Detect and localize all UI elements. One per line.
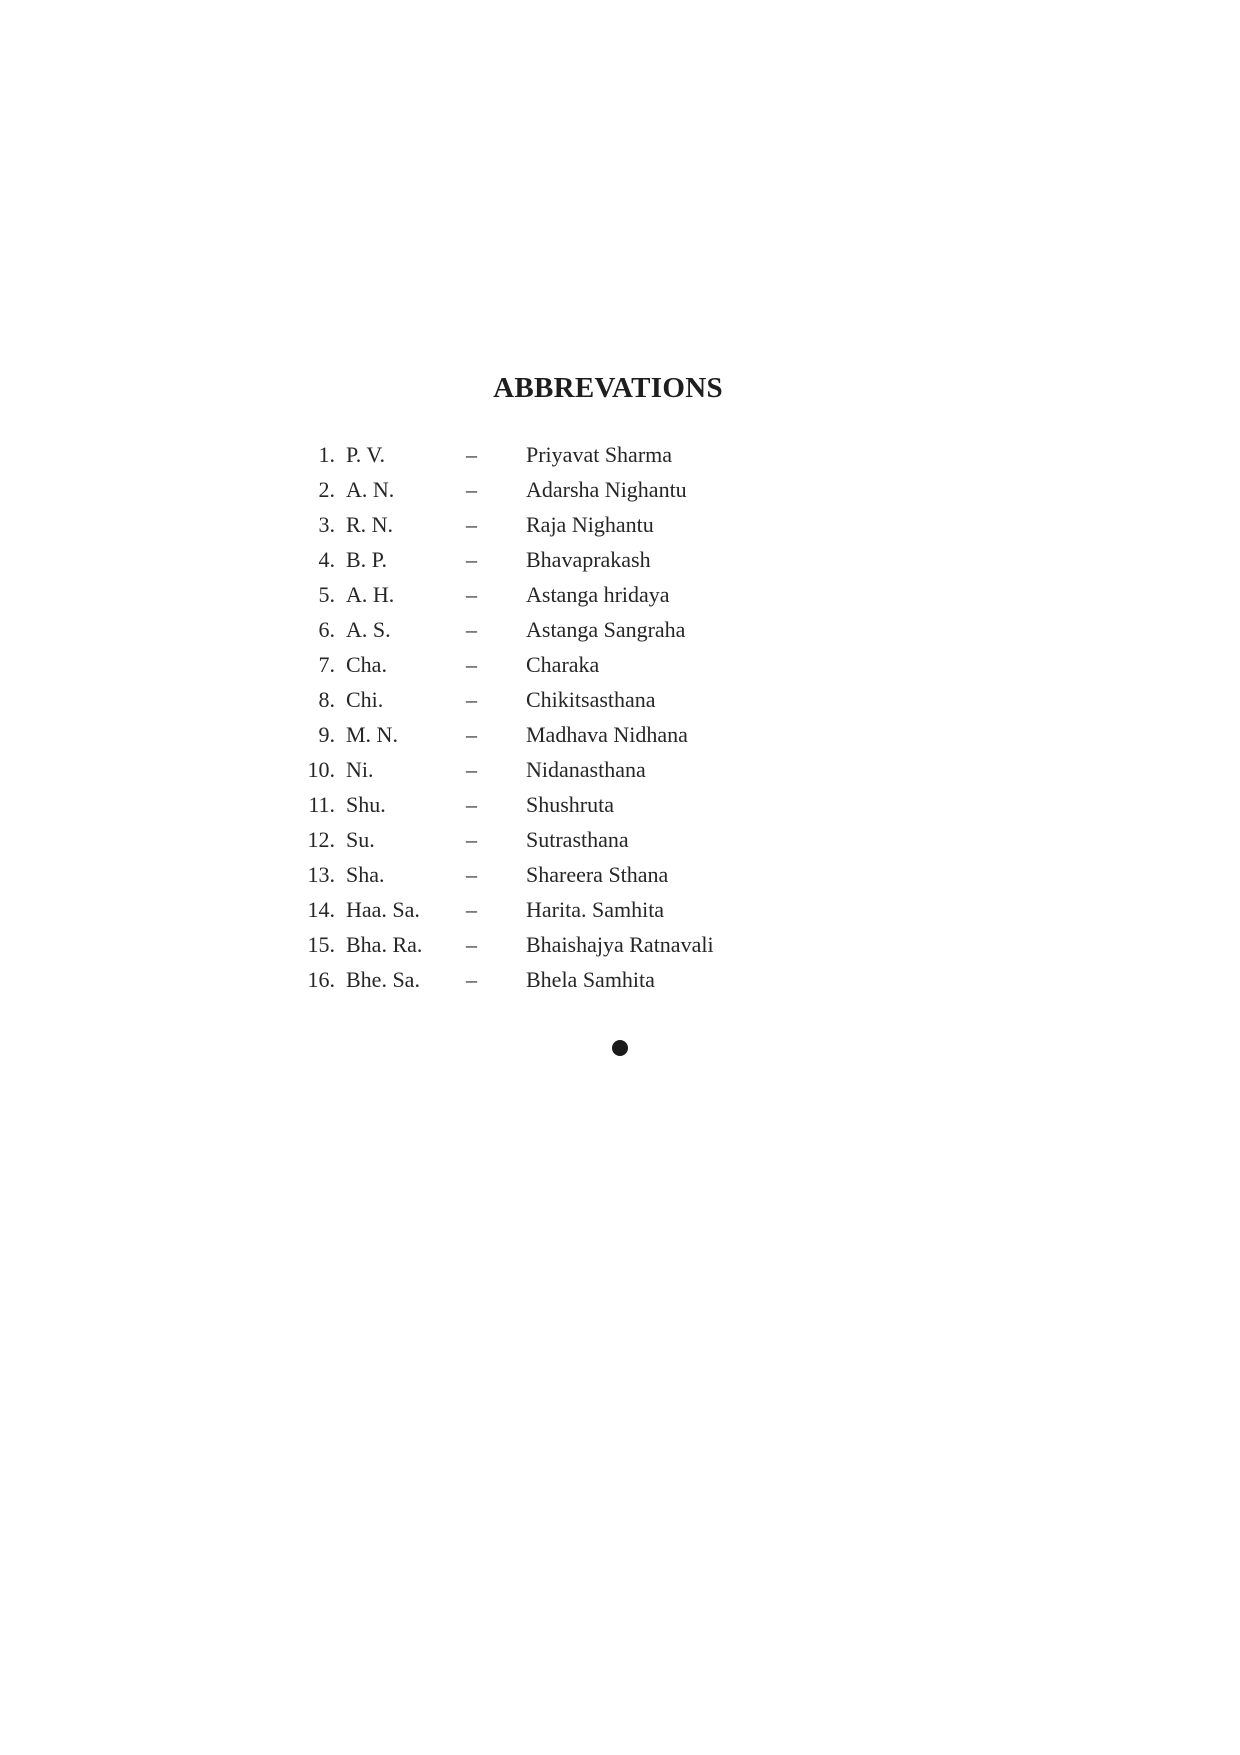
item-number: 13.: [307, 862, 335, 887]
item-abbreviation: Sha.: [346, 862, 385, 887]
item-separator: –: [466, 862, 477, 887]
item-separator: –: [466, 722, 477, 747]
item-separator: –: [466, 792, 477, 817]
item-number: 14.: [307, 897, 335, 922]
item-separator: –: [466, 967, 477, 992]
item-expansion: Charaka: [526, 652, 600, 677]
list-item: [290, 927, 850, 962]
item-abbreviation: A. N.: [346, 477, 395, 502]
list-item: [290, 822, 850, 857]
item-abbreviation: Haa. Sa.: [346, 897, 420, 922]
item-expansion: Adarsha Nighantu: [526, 477, 687, 502]
item-number: 4.: [318, 547, 335, 572]
page-title: [0, 372, 1240, 405]
list-item: [290, 717, 850, 752]
item-abbreviation: A. H.: [346, 582, 395, 607]
item-abbreviation: Shu.: [346, 792, 386, 817]
item-number: 11.: [308, 792, 335, 817]
page-title-text: ABBREVATIONS: [493, 372, 723, 404]
item-separator: –: [466, 547, 477, 572]
item-abbreviation: A. S.: [346, 617, 391, 642]
list-item: [290, 962, 850, 997]
list-item: [290, 542, 850, 577]
item-expansion: Shareera Sthana: [526, 862, 669, 887]
item-number: 2.: [318, 477, 335, 502]
end-bullet-icon: [612, 1040, 628, 1056]
list-item: [290, 507, 850, 542]
item-separator: –: [466, 897, 477, 922]
item-expansion: Chikitsasthana: [526, 687, 656, 712]
item-number: 16.: [307, 967, 335, 992]
item-expansion: Priyavat Sharma: [526, 442, 673, 467]
item-abbreviation: R. N.: [346, 512, 394, 537]
item-abbreviation: Bha. Ra.: [346, 932, 423, 957]
item-expansion: Bhaishajya Ratnavali: [526, 932, 714, 957]
item-separator: –: [466, 827, 477, 852]
item-number: 15.: [307, 932, 335, 957]
item-separator: –: [466, 512, 477, 537]
list-item: [290, 577, 850, 612]
list-item: [290, 752, 850, 787]
item-separator: –: [466, 617, 477, 642]
item-separator: –: [466, 757, 477, 782]
item-number: 12.: [307, 827, 335, 852]
item-number: 9.: [318, 722, 335, 747]
item-separator: –: [466, 477, 477, 502]
list-item: [290, 787, 850, 822]
list-item: [290, 612, 850, 647]
item-expansion: Nidanasthana: [526, 757, 646, 782]
item-abbreviation: Su.: [346, 827, 375, 852]
item-separator: –: [466, 687, 477, 712]
list-item: [290, 682, 850, 717]
item-abbreviation: Ni.: [346, 757, 374, 782]
list-item: [290, 472, 850, 507]
item-number: 7.: [318, 652, 335, 677]
item-expansion: Bhavaprakash: [526, 547, 651, 572]
item-separator: –: [466, 582, 477, 607]
item-abbreviation: M. N.: [346, 722, 398, 747]
item-expansion: Raja Nighantu: [526, 512, 654, 537]
item-abbreviation: Chi.: [346, 687, 384, 712]
item-number: 10.: [307, 757, 335, 782]
item-abbreviation: P. V.: [346, 442, 385, 467]
item-abbreviation: B. P.: [346, 547, 387, 572]
list-item: [290, 892, 850, 927]
item-number: 1.: [318, 442, 335, 467]
item-expansion: Sutrasthana: [526, 827, 629, 852]
list-item: [290, 647, 850, 682]
abbreviations-list: [290, 437, 850, 997]
item-separator: –: [466, 652, 477, 677]
item-number: 8.: [318, 687, 335, 712]
item-abbreviation: Cha.: [346, 652, 387, 677]
item-expansion: Astanga hridaya: [526, 582, 670, 607]
item-expansion: Shushruta: [526, 792, 614, 817]
item-abbreviation: Bhe. Sa.: [346, 967, 420, 992]
item-number: 6.: [318, 617, 335, 642]
item-expansion: Bhela Samhita: [526, 967, 655, 992]
item-separator: –: [466, 932, 477, 957]
item-expansion: Harita. Samhita: [526, 897, 665, 922]
item-number: 5.: [318, 582, 335, 607]
item-expansion: Madhava Nidhana: [526, 722, 688, 747]
item-separator: –: [466, 442, 477, 467]
list-item: [290, 437, 850, 472]
item-number: 3.: [318, 512, 335, 537]
item-expansion: Astanga Sangraha: [526, 617, 686, 642]
list-item: [290, 857, 850, 892]
